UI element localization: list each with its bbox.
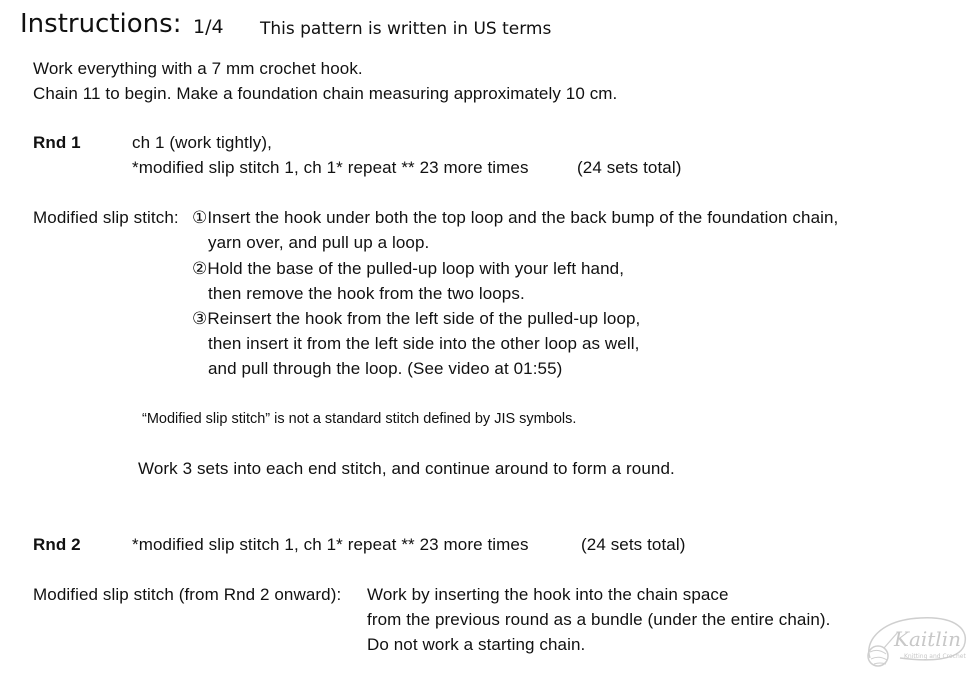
- modified2-line-3: Do not work a starting chain.: [367, 635, 586, 654]
- modified2-line-1: Work by inserting the hook into the chain space: [367, 585, 729, 604]
- ends-note: Work 3 sets into each end stitch, and continue around to form a round.: [138, 459, 675, 478]
- page-number: 1/4: [193, 16, 224, 38]
- step-3-line-1: ③Reinsert the hook from the left side of the pulled-up loop,: [192, 309, 641, 328]
- step-2-line-1: ②Hold the base of the pulled-up loop with your left hand,: [192, 259, 625, 278]
- modified-label: Modified slip stitch:: [33, 208, 179, 227]
- modified2-label: Modified slip stitch (from Rnd 2 onward):: [33, 585, 342, 604]
- intro-line-2: Chain 11 to begin. Make a foundation chain measuring approximately 10 cm.: [33, 84, 618, 103]
- page-title: Instructions:: [20, 9, 182, 39]
- kaitlin-logo-icon: [860, 612, 972, 674]
- modified2-line-2: from the previous round as a bundle (under the entire chain).: [367, 610, 831, 629]
- terms-note: This pattern is written in US terms: [260, 19, 552, 39]
- rnd2-label: Rnd 2: [33, 535, 81, 554]
- step-2-line-2: then remove the hook from the two loops.: [208, 284, 525, 303]
- step-3-line-3: and pull through the loop. (See video at 01:55): [208, 359, 563, 378]
- rnd2-total: (24 sets total): [581, 535, 686, 554]
- step-1-line-2: yarn over, and pull up a loop.: [208, 233, 430, 252]
- rnd1-label: Rnd 1: [33, 133, 81, 152]
- svg-text:Knitting and Crochet: Knitting and Crochet: [904, 653, 966, 660]
- step-1-line-1: ①Insert the hook under both the top loop and the back bump of the foundation chain,: [192, 208, 839, 227]
- step-3-line-2: then insert it from the left side into the other loop as well,: [208, 334, 640, 353]
- rnd1-line-2: *modified slip stitch 1, ch 1* repeat ** 23 more times: [132, 158, 529, 177]
- rnd1-total: (24 sets total): [577, 158, 682, 177]
- rnd1-line-1: ch 1 (work tightly),: [132, 133, 272, 152]
- watermark-logo: [860, 612, 972, 674]
- intro-line-1: Work everything with a 7 mm crochet hook.: [33, 59, 363, 78]
- rnd2-line-1: *modified slip stitch 1, ch 1* repeat ** 23 more times: [132, 535, 529, 554]
- svg-text:Kaitlin: Kaitlin: [894, 627, 961, 651]
- jis-note: “Modified slip stitch” is not a standard stitch defined by JIS symbols.: [142, 411, 577, 427]
